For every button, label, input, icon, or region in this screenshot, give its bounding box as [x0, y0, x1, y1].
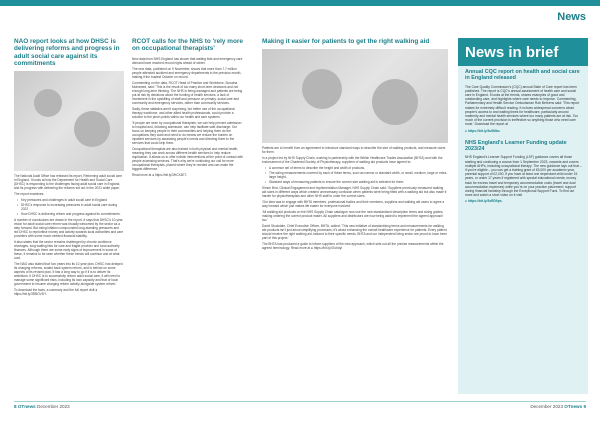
top-accent-bar: [0, 0, 600, 6]
paragraph: The report examines:: [14, 192, 45, 197]
list-item: • DHSC's response to increasing pressures in adult social care during 2022: [18, 203, 124, 211]
article-rcot: [132, 38, 244, 393]
brief-item-link[interactable]: ● https://bit.ly/3sRD9ps.: [465, 199, 503, 204]
paragraph: 'Our idea was to engage with BHTA members, professional bodies and their members, suppliers and walking aid users to agree a way forward which just makes life easier for everyone involved.: [262, 200, 445, 209]
paragraph: Simon Bird, Clinical Engagement and Implementation Manager, NHS Supply Chain said: 'Suppliers previously measured walking aid sizes in different ways which created unnecessary confusion when patients were being fitted with a walking aid but also made it harder for physiotherapists and other NHS staff to order the correct sizes.: [262, 186, 447, 199]
footer-right: [530, 404, 586, 409]
paragraph: Commenting on the data, RCOT Head of Practice and Workforce, Sunaina Mohamed, said: 'This is the result of too many short-term decisions and not enough long-term thinking. The NHS is being damaged and patients are being put at risk by decisions about the funding of health services, a lack of investment in the upskilling of staff and pressure on primary, social care and community and emergency services, rather than community services.: [132, 80, 243, 105]
list-item: • Standard ways of measuring patients to ensure the correct size walking aid is selected for them.: [266, 180, 448, 184]
page-number: 8: [14, 404, 17, 409]
paragraph: To download the facts, a summary and the full report visit ● https://bit.ly/3RBOVDY.: [14, 288, 98, 297]
brief-item-body: NHS England's Learner Support Funding (LSF) guidance covers all those starting and continuing a course from 1 September 2023, onwards and covers multiple AHPs, including occupational therapy. The new guidance lays out that – if you're eligible – you can get a training grant of £5,000 per academic year, parental support of £2,000, if you have at least one dependant child under 15 years, or under 17 years if registered with special educational needs; money back for excess travel and temporary accommodation costs (travel and dual accommodation expenses) while you're on your practice placement; support during financial hardship through the Exceptional Support Fund. To find out more and watch a short video on it visit: [465, 155, 582, 198]
list-item: • Key pressures and challenges in adult social care in England: [18, 198, 124, 202]
paragraph: Patients are to benefit from an agreement to introduce standard ways to describe the size of walking products, and measure users for them.: [262, 146, 446, 155]
paragraph: Read more at ● https://bit.ly/3HCX4ET.: [132, 172, 187, 177]
list-item: • How DHSC is delivering reform and progress against its commitments.: [18, 212, 124, 216]
paragraph: Sadly, these statistics aren't surprising, but better use of the occupational therapy workforce, and other allied health professionals, could provide a solution to the pinch points within our health and care systems.: [132, 106, 235, 119]
paragraph: 'All walking aid products on the NHS Supply Chain catalogue now use the new standardised description terms and sizing guides, making ordering the correct product easier. All suppliers and distributors are now being asked to implement the agreed approach too.': [262, 210, 444, 223]
paragraph: 'If people are seen by occupational therapists, we can help prevent admission to hospital and, following admission, can help facilitate safe discharge. Our focus on keeping people in their communities and helping them do the occupations they want and need to do means we reduce the burden on inpatient services by assessing people's needs and directing them to the services that could help them.: [132, 120, 242, 145]
paragraph: It also states that the sector remains challenged by chronic workforce shortages, long waiting lists for care and fragile provider and local authority finances. Although there are some early signs of improvement in some of these, it remains to be seen whether these trends will continue and at what cost.: [14, 240, 120, 261]
brief-item-link[interactable]: ● https://bit.ly/3u0Mbz.: [465, 128, 501, 133]
list-item: • A common set of terms to describe the height and width of products,: [266, 166, 448, 170]
news-in-brief-title: News in brief: [458, 38, 588, 66]
paragraph: David Stockdale, Chief Executive Officer, BHTA, added: 'This new initiative of standardising terms and measurements for walking aid products isn't just about simplifying processes; it's about enhancing the overall healthcare experience for patients. Every patient should receive the right walking aid, tailored to their specific needs. BHTA and our independent living sector are proud to have been part of this project.': [262, 224, 448, 241]
issue-date: December 2023: [530, 404, 563, 409]
page-number: 9: [583, 404, 586, 409]
brief-item-title: Annual CQC report on health and social care in England released: [465, 69, 580, 82]
article-walking-aid: [262, 38, 448, 393]
bullet-list: [18, 198, 124, 216]
paragraph: New data from NHS England has shown that waiting lists and emergency care demand have reached record highs ahead of winter.: [132, 56, 243, 65]
paragraph: The BHTA has produced a guide to inform suppliers of the new approach, which sets out all the precise measurements within the agreed terminology. Read more at ● https://bit.ly/47ubdyl: [262, 242, 444, 251]
paragraph: A number of conclusions are drawn in the report. It says that DHSC's 10-year vision for adult social care reform was broadly welcomed by the sector as a step forward. But rising inflation compounded long-standing pressures and led DHSC to reprioritise money and activity towards local authorities and care providers with some much-needed financial stability.: [14, 218, 124, 239]
paragraph: The new data, published on 9 November, shows that more than 7.7 million people attended accident and emergency departments in the previous month, making it the busiest October on record.: [132, 66, 242, 79]
footer-left: [14, 404, 70, 409]
article-nao: [14, 38, 124, 393]
magazine-brand: OTnews: [17, 404, 36, 409]
brief-item: [458, 66, 588, 137]
paragraph: The NAO also stated that 'two years into its 10-year plan, DHSC has delayed its charging reforms, scaled back system reform, and is behind on some aspects of its revised plan. It has a long way to go if it is to deliver its ambitions. It DHSC is to successfully reform adult social care, it will need to manage some significant risks, including its own capacity and that of local government to resume charging reform activity alongside system reform.': [14, 262, 123, 287]
list-item: • The sizing measurements covered by each of these terms, such as narrow or standard width, or small, medium, large or extra-large height,: [266, 171, 448, 179]
paragraph: Occupational therapists are also trained in both physical and mental health, meaning they can work across different health services to help reduce duplication. It allows us to offer holistic interventions at the point of contact with people accessing services. That's why we're continuing our call for more occupational therapists, placed where they're needed and can make the biggest difference.': [132, 146, 244, 171]
paragraph: In a project led by NHS Supply Chain, working in partnership with the British Healthcare Trades Association (BHTA) and with the endorsement of the Chartered Society of Physiotherapy, suppliers of walking aid products have agreed to:: [262, 156, 443, 165]
article-headline: RCOT calls for the NHS to 'rely more on occupational therapists': [132, 38, 243, 53]
brief-item-title: NHS England's Learner Funding update 2023/24: [465, 139, 567, 153]
section-title: News: [557, 11, 586, 23]
footer-divider: [14, 401, 586, 402]
article-headline: NAO report looks at how DHSC is delivering reforms and progress in adult social care against its commitments: [14, 38, 120, 67]
paragraph: The National Audit Office has released its report, Reforming adult social care in England. It looks at how the Department for Health and Social Care (DHSC) is responding to the challenges facing adult social care in England, and its progress with delivering the reforms set out in the 2021 white paper.: [14, 174, 123, 191]
news-in-brief-panel: [458, 38, 588, 394]
magazine-brand: OTnews: [564, 404, 583, 409]
issue-date: December 2023: [37, 404, 70, 409]
bullet-list: [266, 166, 448, 184]
brief-item: [458, 137, 588, 208]
brief-item-body: The Care Quality Commission's (CQC) annual State of Care report has been published. The report is CQC's annual assessment of health care and social care in England. It looks at the trends, shares examples of good and outstanding care, and highlights where care needs to improve. Commenting, Parliamentary and Health Service Ombudsman Rob Behrens said: 'This report makes for extremely difficult reading. It echoes widespread concerns about people's access to and waiting times for healthcare, particularly around maternity and mental health services where too many patients are at risk. Too much of the current provision is ineffective so anything those who need care most.' Download the report at: [465, 84, 580, 127]
article-photo: [262, 49, 448, 143]
article-headline: Making it easier for patients to get the right walking aid: [262, 38, 430, 45]
article-photo: [14, 71, 124, 171]
